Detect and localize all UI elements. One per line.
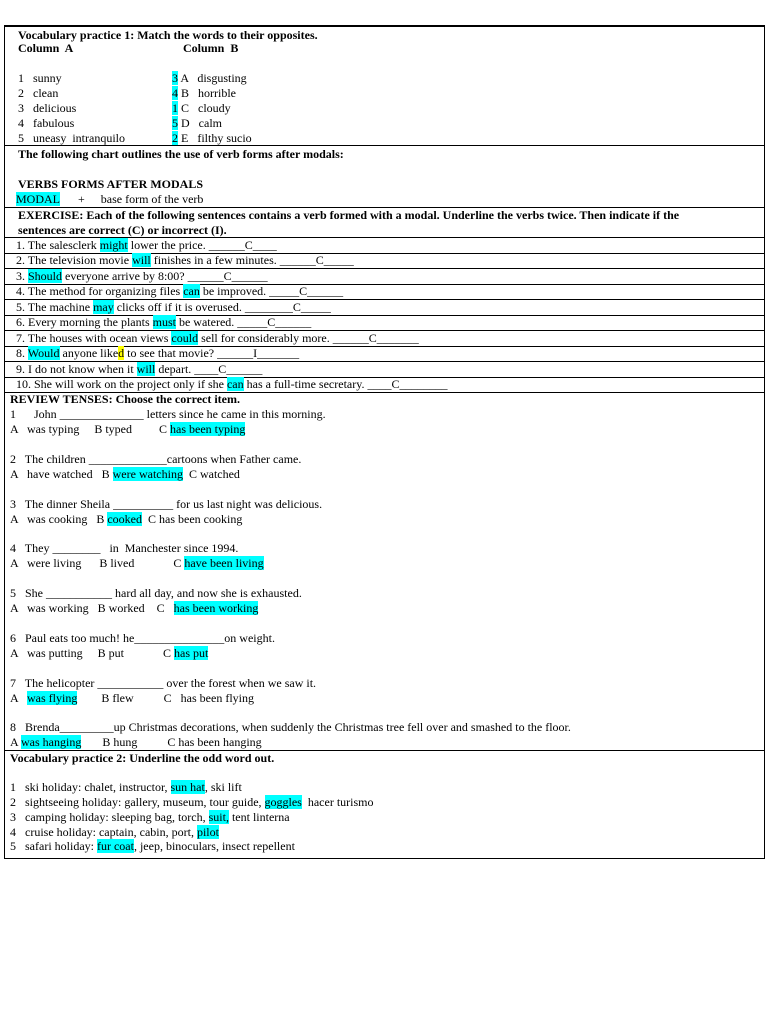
col-b-item xyxy=(172,131,252,146)
col-b-item xyxy=(172,71,247,86)
review-options xyxy=(10,422,245,437)
col-a-item: 1 sunny xyxy=(18,71,62,85)
highlighted-answer: goggles xyxy=(264,795,302,809)
modal-rule xyxy=(16,192,203,207)
exercise-item xyxy=(16,377,447,392)
text-segment: A xyxy=(10,691,28,705)
highlighted-answer: was flying xyxy=(27,691,78,705)
match-number: 3 xyxy=(172,71,178,85)
col-b-item xyxy=(172,101,231,116)
text-segment: be improved. _____C______ xyxy=(199,284,344,298)
text-segment: finishes in a few minutes. ______C_____ xyxy=(150,253,354,267)
exercise-item xyxy=(16,300,331,315)
text-segment: A was working B worked C xyxy=(10,601,174,615)
text-segment: A were living B lived C xyxy=(10,556,185,570)
highlighted-answer: pilot xyxy=(196,825,219,839)
exercise-item xyxy=(16,362,262,377)
highlighted-answer: could xyxy=(171,331,199,345)
match-number: 4 xyxy=(172,86,178,100)
text-segment: C watched xyxy=(182,467,240,481)
col-a-item: 3 delicious xyxy=(18,101,77,115)
review-question: 5 She ___________ hard all day, and now she is exhausted. xyxy=(10,586,302,600)
review-options xyxy=(10,512,242,527)
text-segment: E filthy sucio xyxy=(178,131,252,145)
text-segment: , ski lift xyxy=(204,780,242,794)
text-segment: 5. The machine xyxy=(16,300,94,314)
highlighted-answer: will xyxy=(132,253,151,267)
text-segment: 3. xyxy=(16,269,28,283)
text-segment: A have watched B xyxy=(10,467,113,481)
exercise-item xyxy=(16,284,343,299)
match-number: 1 xyxy=(172,101,178,115)
text-segment: C cloudy xyxy=(178,101,231,115)
vocab2-item xyxy=(10,780,242,795)
highlighted-answer: might xyxy=(99,238,128,252)
highlighted-answer: can xyxy=(183,284,200,298)
review-question: 4 They ________ in Manchester since 1994. xyxy=(10,541,239,555)
vocab2-item xyxy=(10,795,374,810)
col-b-item xyxy=(172,116,222,131)
exercise-item xyxy=(16,253,354,268)
highlighted-answer: will xyxy=(136,362,156,376)
text-segment: 3 camping holiday: sleeping bag, torch, xyxy=(10,810,209,824)
review-question: 2 The children _____________cartoons when Father came. xyxy=(10,452,302,466)
col-a-item: 2 clean xyxy=(18,86,59,100)
highlighted-answer: Would xyxy=(27,346,60,360)
exercise-instruction: EXERCISE: Each of the following sentences contains a verb formed with a modal. Underline the verbs twice. Then indicate if the xyxy=(18,208,680,222)
exercise-item xyxy=(16,331,419,346)
text-segment: depart. ____C______ xyxy=(155,362,263,376)
review-question: 8 Brenda_________up Christmas decorations, when suddenly the Christmas tree fell over and smashed to the floor. xyxy=(10,720,571,734)
text-segment: B flew C has been flying xyxy=(77,691,254,705)
divider xyxy=(5,145,764,146)
review-options xyxy=(10,467,240,482)
text-segment: C has been cooking xyxy=(142,512,243,526)
text-segment: to see that movie? ______I_______ xyxy=(124,346,300,360)
review-options xyxy=(10,691,254,706)
modals-intro: The following chart outlines the use of verb forms after modals: xyxy=(18,147,344,161)
text-segment: clicks off if it is overused. ________C_____ xyxy=(113,300,331,314)
text-segment: hacer turismo xyxy=(301,795,374,809)
highlighted-answer: were watching xyxy=(112,467,183,481)
review-options xyxy=(10,556,264,571)
review-question: 7 The helicopter ___________ over the forest when we saw it. xyxy=(10,676,317,690)
review-question: 3 The dinner Sheila __________ for us last night was delicious. xyxy=(10,497,323,511)
text-segment: B horrible xyxy=(178,86,236,100)
vocab1-title: Vocabulary practice 1: Match the words to their opposites. xyxy=(18,28,318,42)
highlighted-answer: Should xyxy=(28,269,63,283)
highlighted-answer: suit, xyxy=(208,810,229,824)
text-segment: everyone arrive by 8:00? ______C______ xyxy=(62,269,268,283)
match-number: 5 xyxy=(172,116,178,130)
text-segment: A disgusting xyxy=(178,71,247,85)
text-segment: A was typing B typed C xyxy=(10,422,171,436)
highlighted-answer: has been working xyxy=(173,601,259,615)
text-segment: 9. I do not know when it xyxy=(16,362,137,376)
text-segment: has a full-time secretary. ____C________ xyxy=(243,377,448,391)
text-segment: + xyxy=(78,192,85,206)
text-segment: A xyxy=(10,735,22,749)
vocab2-title: Vocabulary practice 2: Underline the odd word out. xyxy=(10,751,275,765)
exercise-instruction: sentences are correct (C) or incorrect (I). xyxy=(18,223,227,237)
review-question: 6 Paul eats too much! he_______________on weight. xyxy=(10,631,275,645)
review-options xyxy=(10,646,208,661)
highlighted-answer: must xyxy=(152,315,176,329)
exercise-item xyxy=(16,315,311,330)
match-number: 2 xyxy=(172,131,178,145)
highlighted-answer: fur coat xyxy=(96,839,134,853)
text-segment: 8. xyxy=(16,346,28,360)
text-segment: B hung C has been hanging xyxy=(81,735,262,749)
modal-label: MODAL xyxy=(16,192,60,206)
text-segment: 10. She will work on the project only if she xyxy=(16,377,227,391)
highlighted-answer: can xyxy=(226,377,244,391)
highlighted-answer: sun hat xyxy=(170,780,205,794)
text-segment: 7. The houses with ocean views xyxy=(16,331,172,345)
exercise-item xyxy=(16,238,277,253)
review-question: 1 John ______________ letters since he came in this morning. xyxy=(10,407,326,421)
highlighted-answer: was hanging xyxy=(21,735,82,749)
col-a-item: 4 fabulous xyxy=(18,116,75,130)
highlighted-answer: has put xyxy=(174,646,209,660)
text-segment: be watered. _____C______ xyxy=(175,315,312,329)
text-segment: D calm xyxy=(178,116,222,130)
review-title: REVIEW TENSES: Choose the correct item. xyxy=(10,392,240,406)
text-segment: A was cooking B xyxy=(10,512,108,526)
text-segment: 2. The television movie xyxy=(16,253,133,267)
highlighted-answer: has been typing xyxy=(170,422,246,436)
highlighted-answer: cooked xyxy=(107,512,142,526)
text-segment: lower the price. ______C____ xyxy=(127,238,277,252)
text-segment: 4. The method for organizing files xyxy=(16,284,184,298)
col-b-item xyxy=(172,86,236,101)
worksheet xyxy=(4,25,765,859)
exercise-item xyxy=(16,346,299,361)
column-a-header: Column A xyxy=(18,41,74,55)
text-segment: 1 ski holiday: chalet, instructor, xyxy=(10,780,171,794)
text-segment: base form of the verb xyxy=(100,192,204,206)
highlighted-answer: d xyxy=(118,346,125,360)
vocab2-item xyxy=(10,825,219,840)
text-segment: tent linterna xyxy=(228,810,290,824)
highlighted-answer: have been living xyxy=(184,556,264,570)
column-b-header: Column B xyxy=(183,41,239,55)
text-segment: 4 cruise holiday: captain, cabin, port, xyxy=(10,825,197,839)
modals-heading: VERBS FORMS AFTER MODALS xyxy=(18,177,204,191)
vocab2-item xyxy=(10,810,290,825)
text-segment: 2 sightseeing holiday: gallery, museum, tour guide, xyxy=(10,795,265,809)
highlighted-answer: may xyxy=(93,300,114,314)
vocab2-item xyxy=(10,839,295,854)
text-segment: 5 safari holiday: xyxy=(10,839,97,853)
col-a-item: 5 uneasy intranquilo xyxy=(18,131,125,145)
review-options xyxy=(10,601,258,616)
text-segment: A was putting B put C xyxy=(10,646,175,660)
exercise-item xyxy=(16,269,268,284)
text-segment: 6. Every morning the plants xyxy=(16,315,153,329)
text-segment: anyone like xyxy=(59,346,119,360)
text-segment: 1. The salesclerk xyxy=(16,238,100,252)
review-options xyxy=(10,735,262,750)
text-segment: sell for considerably more. ______C_______ xyxy=(198,331,419,345)
text-segment: , jeep, binoculars, insect repellent xyxy=(133,839,295,853)
